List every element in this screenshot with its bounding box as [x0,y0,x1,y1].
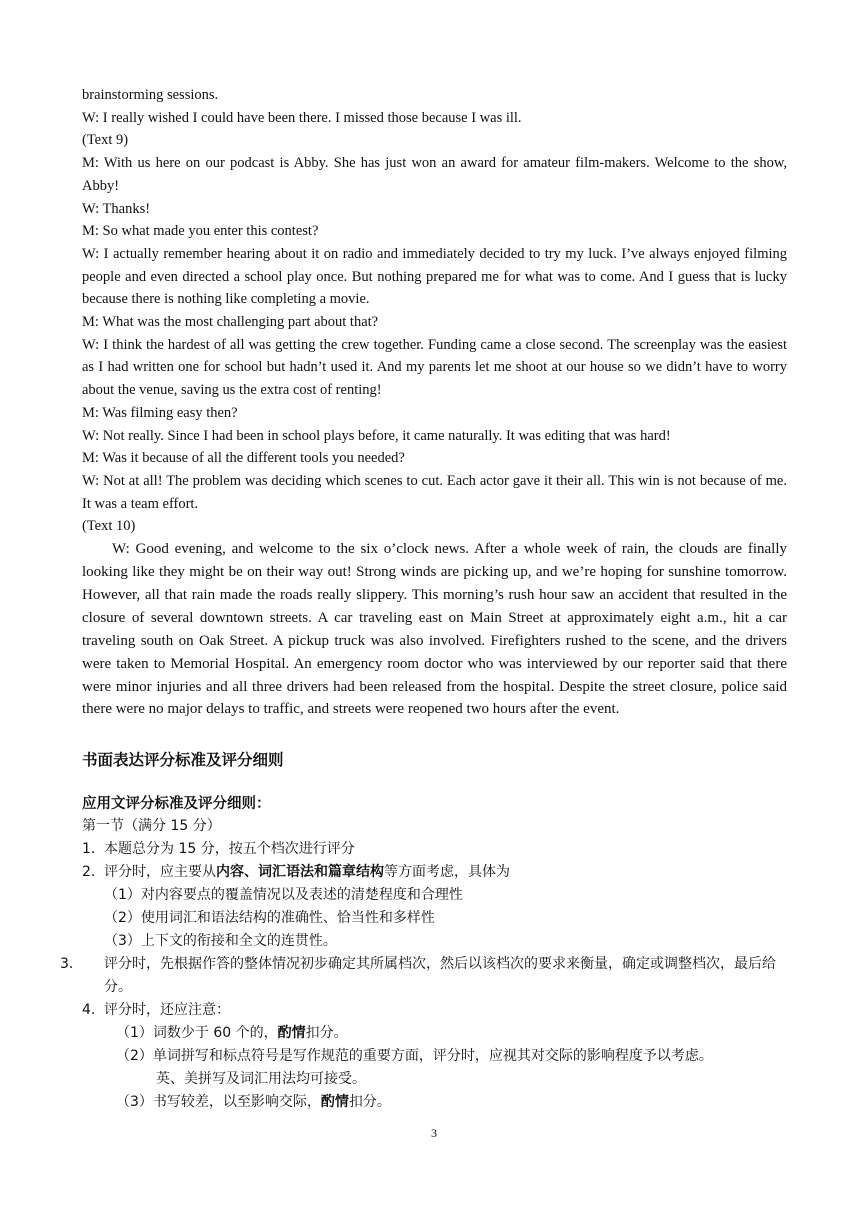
page-number: 3 [431,1126,437,1140]
transcript-line: W: Not really. Since I had been in school plays before, it came naturally. It was editing that was hard! [82,427,671,444]
transcript-line: brainstorming sessions. [82,87,219,103]
item-text: 评分时，应主要从 [104,864,216,881]
transcript-line: W: I really wished I could have been there. I missed those because I was ill. [82,109,522,126]
text-label: (Text 10) [82,518,136,535]
sub-item-text: 扣分。 [305,1025,348,1042]
text10-paragraph: W: Good evening, and welcome to the six o’clock news. After a whole week of rain, the clouds are finally looking like they might be on their way out! Strong winds are picking up, and we’re hoping for sunshine tomorrow. However, all that rain made the roads really slippery. This morning’s rush hour saw an accident that resulted in the closure of several downtown streets. A car traveling east on Main Street at approximately eight a.m., hit a car traveling south on Oak Street. A pickup truck was also involved. Firefighters rushed to the scene, and the drivers were taken to Memorial Hospital. An emergency room doctor who was interviewed by our reporter said that there were minor injuries and all three drivers had been released from the hospital. Despite the street closure, police said there were no major delays to traffic, and streets were reopened two hours after the event. [82,541,787,718]
rule-item-2 [82,861,787,884]
transcript-line: M: With us here on our podcast is Abby. She has just won an award for amateur film-makers. Welcome to the show, Abby! [82,155,787,194]
text-label: (Text 9) [82,132,129,149]
sub-item: （3）上下文的衔接和全文的连贯性。 [104,933,337,950]
transcript-line: M: Was filming easy then? [82,404,238,421]
transcript-line: M: So what made you enter this contest? [82,223,319,240]
emphasis-text: 酌情 [277,1025,306,1042]
transcript-line: M: What was the most challenging part about that? [82,314,379,331]
rule-item-4 [82,999,787,1022]
transcript-section [82,84,787,721]
item-text: 评分时，先根据作答的整体情况初步确定其所属档次，然后以该档次的要求来衡量，确定或调整档次，最后给分。 [104,956,776,996]
rule-item-1 [82,838,787,861]
sub-item-continuation: 英、美拼写及词汇用法均可接受。 [156,1071,366,1088]
item-number: 1. [82,841,96,858]
sub-item-text: （3）书写较差，以至影响交际， [116,1094,321,1111]
item-number: 2. [82,864,96,881]
item-text: 本题总分为 15 分，按五个档次进行评分 [104,841,355,858]
sub-item-text: （1）词数少于 60 个的， [116,1025,278,1042]
transcript-line: W: Thanks! [82,200,151,217]
item-number: 3. [60,956,74,973]
item-text: 评分时，还应注意： [104,1002,230,1019]
emphasis-text: 内容、词汇语法和篇章结构 [216,864,384,881]
item-text: 等方面考虑，具体为 [384,864,510,881]
sub-item: （2）使用词汇和语法结构的准确性、恰当性和多样性 [104,910,435,927]
page-content [60,84,787,1114]
sub-item: （2）单词拼写和标点符号是写作规范的重要方面，评分时，应视其对交际的影响程度予以考虑。 [116,1048,713,1065]
section-heading: 书面表达评分标准及评分细则 [82,751,284,770]
transcript-line: W: I think the hardest of all was getting the crew together. Funding came a close second. The screenplay was the easiest as I had written one for school but hadn’t used it. And my parents let me shoot at our house so we didn’t have to worry about the venue, saving us the extra cost of renting! [82,336,787,399]
transcript-line: W: I actually remember hearing about it on radio and immediately decided to try my luck. I’ve always enjoyed filming people and even directed a school play once. But nothing prepared me for what was to come. And I guess that is lucky because there is nothing like completing a movie. [82,245,787,308]
scoring-section [60,749,787,1114]
sub-item: （1）对内容要点的覆盖情况以及表述的清楚程度和合理性 [104,887,463,904]
transcript-line: W: Not at all! The problem was deciding which scenes to cut. Each actor gave it their all. This win is not because of me. It was a team effort. [82,472,787,512]
rule-item-3 [60,953,787,999]
sub-item [82,1022,787,1045]
sub-heading: 应用文评分标准及评分细则： [82,796,271,813]
section-label: 第一节（满分 15 分） [82,818,221,835]
item-number: 4. [82,1002,96,1019]
sub-item [82,1091,787,1114]
transcript-line: M: Was it because of all the different tools you needed? [82,450,405,467]
sub-item-text: 扣分。 [348,1094,391,1111]
emphasis-text: 酌情 [320,1094,349,1111]
